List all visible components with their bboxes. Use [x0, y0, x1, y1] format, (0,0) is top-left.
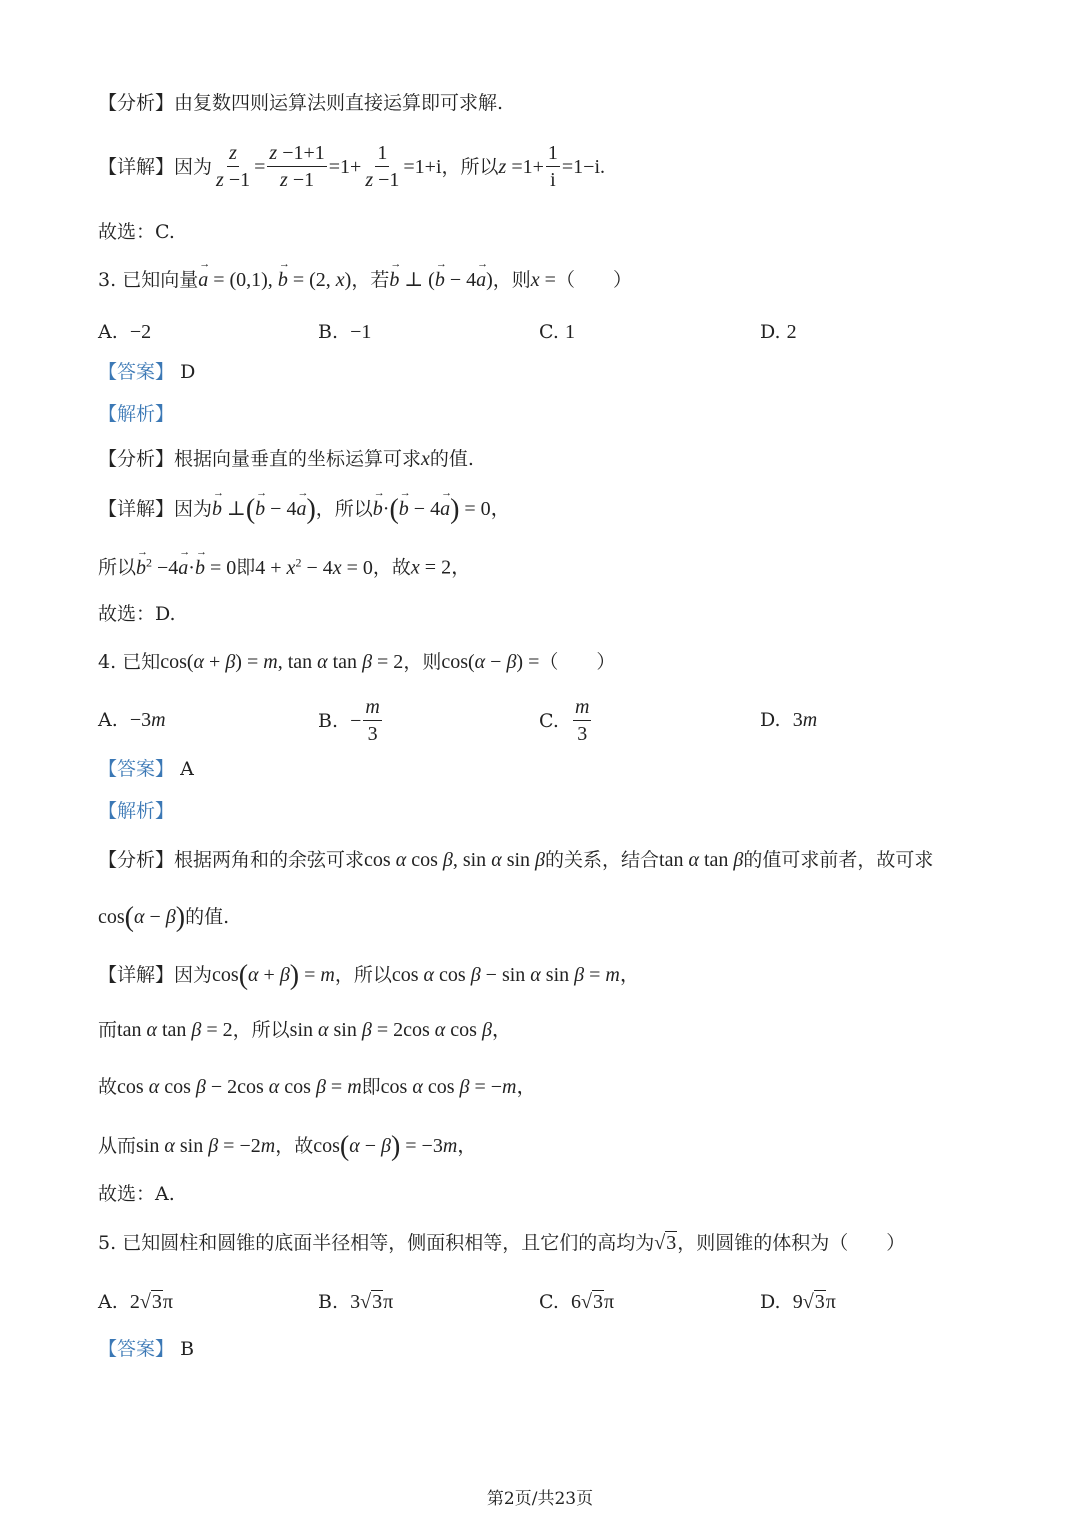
q3-answer: 【答案】 D — [98, 361, 196, 383]
q5-answer: 【答案】 B — [98, 1338, 195, 1360]
math-fraction: $\frac{1}{i}$ — [547, 142, 558, 191]
q4-option-d: D. 3m — [760, 709, 818, 731]
q4-option-c: C. $\frac{m}{3}$ — [539, 696, 590, 745]
q5-stem: 5. 已知圆柱和圆锥的底面半径相等，侧面积相等，且它们的高均为√3，则圆锥的体积为（ ） — [98, 1232, 906, 1254]
q3-detail: 【详解】因为→ b ⊥(→ b − 4→ a)，所以→ b·(→ b − 4→ a) = 0， — [98, 496, 511, 524]
q4-detail-line3: 故cos α cos β − 2cos α cos β = m即cos α cos β = −m， — [98, 1076, 537, 1098]
q2-detail: 【详解】 因为 $\frac{z}{z -1}$ = $\frac{z -1+1}{z -1}$ =1+ $\frac{1}{z -1}$ =1+i ，所以 z =1+ $\frac{1}{i}$ =1−i. — [98, 142, 606, 191]
math-fraction: $\frac{1}{z -1}$ — [365, 142, 400, 191]
q5-option-a: A. 2√3π — [98, 1291, 173, 1313]
q5-option-b: B. 3√3π — [318, 1291, 394, 1313]
q4-answer: 【答案】 A — [98, 758, 194, 780]
q4-option-b: B. − $\frac{m}{3}$ — [318, 696, 380, 745]
q3-option-d: D. 2 — [760, 321, 797, 343]
q4-choose: 故选：A. — [98, 1183, 175, 1205]
math-fraction: $\frac{z}{z -1}$ — [216, 142, 251, 191]
detail-tag: 【详解】 — [98, 155, 175, 178]
q3-option-b: B. −1 — [318, 321, 372, 343]
q4-analysis: 【分析】根据两角和的余弦可求cos α cos β, sin α sin β的关系，结合tan α tan β的值可求前者，故可求 — [98, 849, 934, 871]
answer-tag: 【答案】 — [98, 361, 175, 383]
math-fraction: $\frac{z -1+1}{z -1}$ — [269, 142, 325, 191]
q5-option-d: D. 9√3π — [760, 1291, 836, 1313]
q2-analysis: 【分析】由复数四则运算法则直接运算即可求解. — [98, 92, 504, 114]
analysis-tag: 【分析】 — [98, 92, 175, 114]
q3-option-c: C. 1 — [539, 321, 575, 343]
q3-detail-line2: 所以→ $b^2 -4\to a\cdot\to b = 0$即$4 + x^2 - 4x = 0$，故x = 2， — [98, 556, 471, 578]
page-footer: 第2页/共23页 — [486, 1489, 594, 1509]
q4-option-a: A. −3m — [98, 709, 166, 731]
q5-option-c: C. 6√3π — [539, 1291, 615, 1313]
q4-detail: 【详解】因为cos(α + β) = m，所以cos α cos β − sin α sin β = m， — [98, 960, 640, 991]
q3-jiexi: 【解析】 — [98, 403, 175, 425]
q2-choose: 故选：C. — [98, 221, 175, 243]
q3-analysis: 【分析】根据向量垂直的坐标运算可求x的值. — [98, 448, 474, 470]
q4-jiexi: 【解析】 — [98, 800, 175, 822]
q4-analysis-line2: cos(α − β)的值. — [98, 902, 230, 933]
q3-stem: 3. 已知向量→ a = (0,1), → b = (2, x)，若→ b ⊥ (→ b − 4→ a)，则x =（ ） — [98, 270, 632, 290]
q4-stem: 4. 已知cos(α + β) = m, tan α tan β = 2，则cos(α − β) =（ ） — [98, 651, 616, 673]
q4-detail-line4: 从而sin α sin β = −2m，故cos(α − β) = −3m， — [98, 1131, 478, 1162]
q3-choose: 故选：D. — [98, 603, 176, 625]
q4-detail-line2: 而tan α tan β = 2，所以sin α sin β = 2cos α cos β， — [98, 1019, 512, 1041]
q3-option-a: A. −2 — [98, 321, 152, 343]
